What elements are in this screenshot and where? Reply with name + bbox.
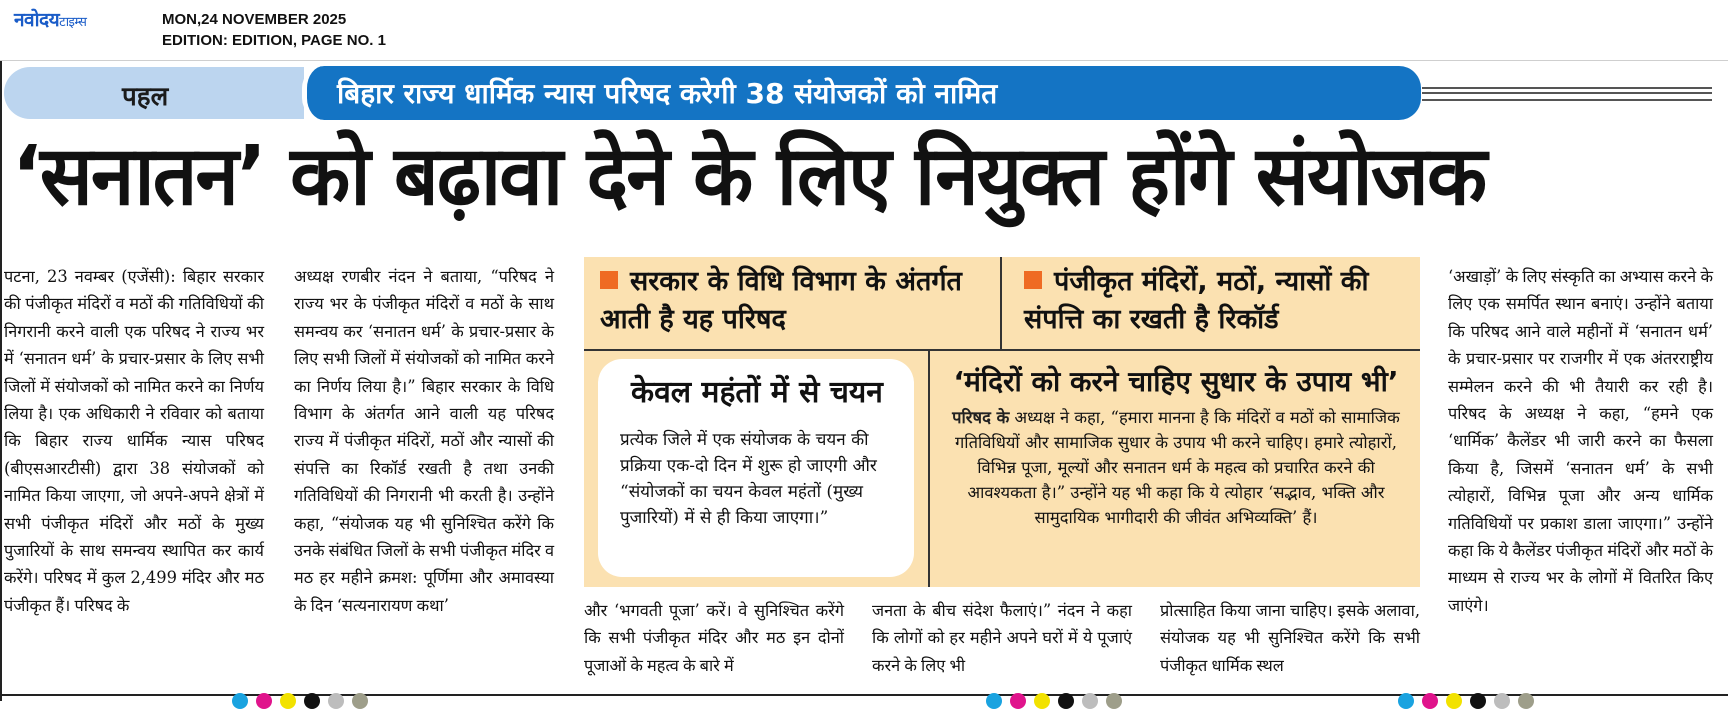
box-heading-1: सरकार के विधि विभाग के अंतर्गत आती है यह परिषद bbox=[600, 266, 962, 335]
registration-dot bbox=[1398, 693, 1414, 709]
edition-line: EDITION: EDITION, PAGE NO. 1 bbox=[162, 32, 386, 49]
registration-dot bbox=[1034, 693, 1050, 709]
article-column-2: अध्यक्ष रणबीर नंदन ने बताया, “परिषद ने राज्य भर के पंजीकृत मंदिरों व मठों के साथ समन्वय कर ‘सनातन धर्म’ के प्रचार-प्रसार के लिए सभी जिलों में संयोजकों को नामित करने का निर्णय लिया है।” बिहार सरकार के विधि विभाग के अंतर्गत आने वाली यह परिषद राज्य में पंजीकृत मंदिरों, मठों और न्यासों की संपत्ति का रिकॉर्ड रखती है तथा उनकी गतिविधियों की निगरानी भी करती है। उन्होंने कहा, “संयोजक यह भी सुनिश्चित करेंगे कि उनके संबंधित जिलों के सभी पंजीकृत मंदिर व मठ हर महीने क्रमश: पूर्णिमा और अमावस्या के दिन ‘सत्यनारायण कथा’ bbox=[294, 267, 554, 615]
bullet-square-icon bbox=[600, 271, 618, 289]
newspaper-page bbox=[0, 61, 1728, 701]
article-column-3: और ‘भगवती पूजा’ करें। वे सुनिश्चित करेंगे कि सभी पंजीकृत मंदिर और मठ इन दोनों पूजाओं के महत्व के बारे में bbox=[584, 601, 844, 675]
pull-box bbox=[598, 359, 914, 577]
registration-dot bbox=[1082, 693, 1098, 709]
registration-marks bbox=[1398, 693, 1542, 701]
date-line: MON,24 NOVEMBER 2025 bbox=[162, 11, 347, 28]
registration-dot bbox=[304, 693, 320, 709]
box-heading-2: पंजीकृत मंदिरों, मठों, न्यासों की संपत्ति का रखती है रिकॉर्ड bbox=[1024, 266, 1369, 335]
registration-dot bbox=[1106, 693, 1122, 709]
registration-dot bbox=[1494, 693, 1510, 709]
article-column-1: पटना, 23 नवम्बर (एजेंसी): बिहार सरकार की पंजीकृत मंदिरों व मठों की गतिविधियों की निगरानी करने वाली एक परिषद ने राज्य भर में ‘सनातन धर्म’ के प्रचार-प्रसार के लिए सभी जिलों में संयोजकों को नामित करने का निर्णय लिया है। एक अधिकारी ने रविवार को बताया कि बिहार राज्य धार्मिक न्यास परिषद (बीएसआरटीसी) द्वारा 38 संयोजकों को नामित किया जाएगा, जो अपने-अपने क्षेत्रों में सभी पंजीकृत मंदिरों और मठों के मुख्य पुजारियों के साथ समन्वय स्थापित कर कार्य करेंगे। परिषद में कुल 2,499 मंदिर और मठ पंजीकृत हैं। परिषद के bbox=[4, 267, 264, 615]
section-tag: पहल bbox=[4, 67, 304, 119]
divider bbox=[1000, 257, 1002, 351]
epaper-header bbox=[0, 0, 1728, 61]
edition-info bbox=[162, 9, 386, 51]
quote-heading: ‘मंदिरों को करने चाहिए सुधार के उपाय भी’ bbox=[953, 365, 1399, 398]
decorative-rules bbox=[1422, 87, 1712, 101]
article-headline[interactable]: ‘सनातन’ को बढ़ावा देने के लिए नियुक्त होंगे संयोजक bbox=[12, 129, 1486, 224]
registration-dot bbox=[232, 693, 248, 709]
registration-dot bbox=[1446, 693, 1462, 709]
registration-dot bbox=[1518, 693, 1534, 709]
article-column-4: जनता के बीच संदेश फैलाएं।” नंदन ने कहा कि लोगों को हर महीने अपने घरों में ये पूजाएं करने के लिए भी bbox=[872, 601, 1132, 675]
divider bbox=[928, 351, 930, 587]
registration-dot bbox=[1010, 693, 1026, 709]
registration-dot bbox=[256, 693, 272, 709]
article-column-5: प्रोत्साहित किया जाना चाहिए। इसके अलावा, संयोजक यह भी सुनिश्चित करेंगे कि सभी पंजीकृत धार्मिक स्थल bbox=[1160, 601, 1420, 675]
newspaper-logo[interactable]: नवोदयटाइम्स bbox=[14, 9, 87, 31]
registration-marks bbox=[986, 693, 1130, 701]
registration-dot bbox=[1422, 693, 1438, 709]
registration-dot bbox=[280, 693, 296, 709]
article-column-6: ‘अखाड़ों’ के लिए संस्कृति का अभ्यास करने के लिए एक समर्पित स्थान बनाएं। उन्होंने बताया कि परिषद आने वाले महीनों में ‘सनातन धर्म’ के प्रचार-प्रसार पर राजगीर में एक अंतरराष्ट्रीय सम्मेलन करने की भी तैयारी कर रही है। परिषद के अध्यक्ष ने कहा, “हमने एक ‘धार्मिक’ कैलेंडर भी जारी करने का फैसला किया है, जिसमें ‘सनातन धर्म’ के सभी त्योहारों, विभिन्न पूजा और अन्य धार्मिक गतिविधियों पर प्रकाश डाला जाएगा।” उन्होंने कहा कि ये कैलेंडर पंजीकृत मंदिरों और मठों के माध्यम से राज्य भर के लोगों में वितरित किए जाएंगे। bbox=[1448, 267, 1713, 615]
registration-dot bbox=[328, 693, 344, 709]
divider bbox=[584, 349, 1420, 351]
registration-marks bbox=[232, 693, 376, 701]
kicker-banner: बिहार राज्य धार्मिक न्यास परिषद करेगी 38 संयोजकों को नामित bbox=[302, 66, 1421, 120]
quote-body: परिषद के अध्यक्ष ने कहा, “हमारा मानना है कि मंदिरों व मठों को सामाजिक गतिविधियों और सामाजिक सुधार के उपाय भी करने चाहिए। हमारे त्योहारों, विभिन्न पूजा, मूल्यों और सनातन धर्म के महत्व को प्रचारित करने की आवश्यकता है।” उन्होंने यह भी कहा कि ये त्योहार ‘सद्भाव, भक्ति और सामुदायिक भागीदारी की जीवंत अभिव्यक्ति’ हैं। bbox=[952, 408, 1400, 527]
bullet-square-icon bbox=[1024, 271, 1042, 289]
registration-dot bbox=[352, 693, 368, 709]
highlight-box bbox=[584, 257, 1420, 587]
registration-dot bbox=[1058, 693, 1074, 709]
registration-dot bbox=[1470, 693, 1486, 709]
pull-box-body: प्रत्येक जिले में एक संयोजक के चयन की प्रक्रिया एक-दो दिन में शुरू हो जाएगी और “संयोजकों का चयन केवल महंतों (मुख्य पुजारियों) में से ही किया जाएगा।” bbox=[620, 430, 877, 528]
registration-dot bbox=[986, 693, 1002, 709]
pull-box-heading: केवल महंतों में से चयन bbox=[631, 375, 883, 410]
